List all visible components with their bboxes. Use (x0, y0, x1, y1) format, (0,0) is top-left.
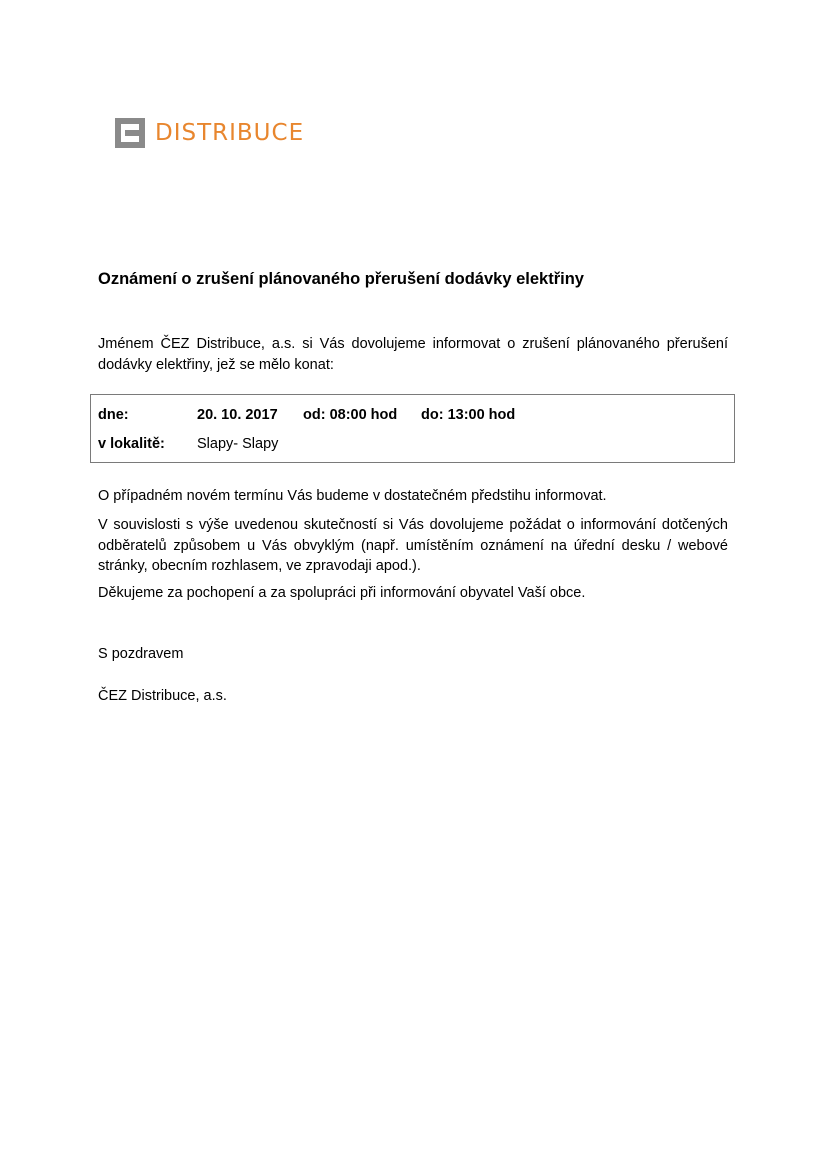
location-value: Slapy- Slapy (197, 436, 279, 452)
location-label: v lokalitě: (98, 436, 165, 452)
date-label: dne: (98, 407, 129, 423)
request-paragraph: V souvislosti s výše uvedenou skutečností si Vás dovolujeme požádat o informování dotčených odběratelů způsobem u Vás obvyklým (např. umístěním oznámení na úřední desku / webové stránky, obecním rozhlasem, ve zpravodaji apod.). (98, 517, 728, 574)
outage-info-box (90, 394, 735, 463)
signature: ČEZ Distribuce, a.s. (98, 688, 227, 704)
new-term-paragraph: O případném novém termínu Vás budeme v dostatečném předstihu informovat. (98, 488, 607, 504)
cez-e-logo-icon (115, 118, 145, 148)
time-from: od: 08:00 hod (303, 407, 398, 423)
date-value: 20. 10. 2017 (197, 407, 278, 423)
thanks-paragraph: Děkujeme za pochopení a za spolupráci při informování obyvatel Vaší obce. (98, 585, 586, 601)
company-logo (115, 117, 304, 149)
time-to: do: 13:00 hod (421, 407, 516, 423)
intro-paragraph: Jménem ČEZ Distribuce, a.s. si Vás dovolujeme informovat o zrušení plánovaného přerušení dodávky elektřiny, jež se mělo konat: (98, 336, 728, 373)
document-title: Oznámení o zrušení plánovaného přerušení dodávky elektřiny (98, 270, 584, 288)
greeting: S pozdravem (98, 646, 184, 662)
logo-text: DISTRIBUCE (155, 120, 305, 146)
